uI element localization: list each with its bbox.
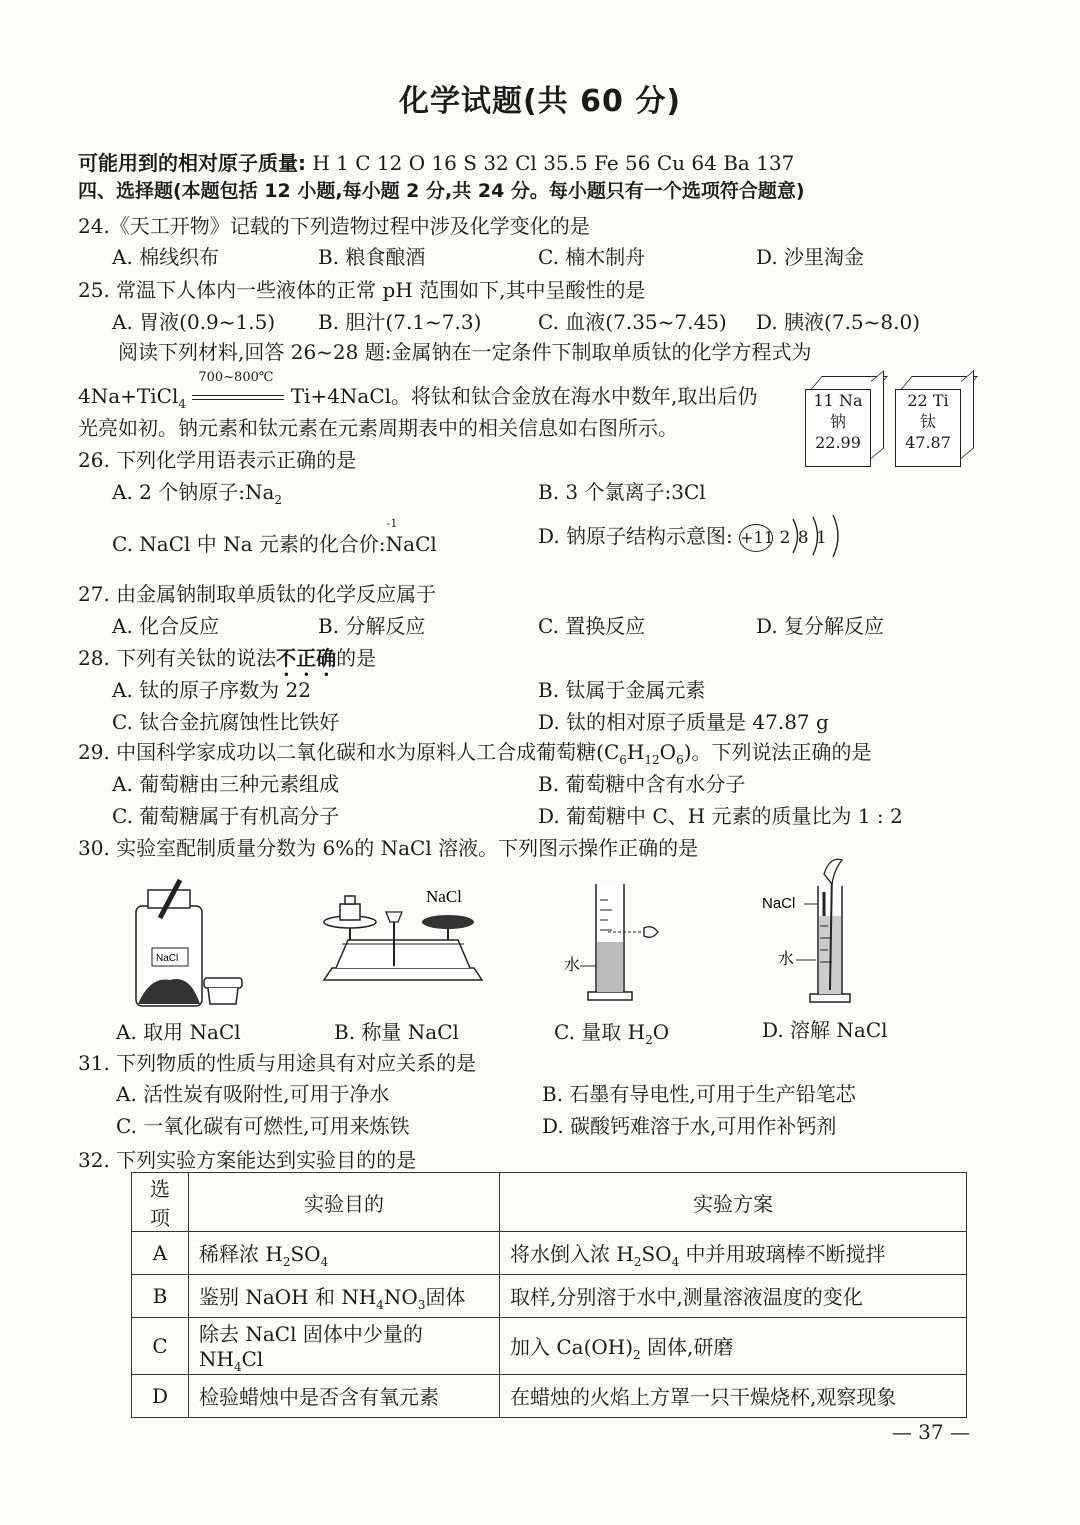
shell-arcs bbox=[780, 513, 860, 559]
q28-option-b: B. 钛属于金属元素 bbox=[538, 678, 706, 702]
q28-option-d: D. 钛的相对原子质量是 47.87 g bbox=[538, 710, 829, 734]
experiment-table bbox=[131, 1172, 967, 1418]
atomic-mass-line bbox=[78, 147, 794, 176]
figure-dissolve-nacl bbox=[762, 856, 872, 1006]
q26-option-c: C. NaCl 中 Na 元素的化合价: -1 NaCl bbox=[112, 517, 437, 556]
equation-right: Ti+4NaCl。将钛和钛合金放在海水中数年,取出后仍 bbox=[290, 384, 758, 408]
header-option: 选项 bbox=[132, 1173, 189, 1232]
atomic-mass-label: 可能用到的相对原子质量: bbox=[78, 151, 306, 175]
q31-option-b: B. 石墨有导电性,可用于生产铅笔芯 bbox=[542, 1082, 856, 1106]
equation-subscript: 4 bbox=[178, 397, 186, 411]
figure-measure-water bbox=[560, 880, 670, 1006]
q30-option-c: C. 量取 $H_2O$ bbox=[554, 1020, 670, 1047]
page-title: 化学试题(共 60 分) bbox=[398, 84, 682, 119]
nucleus-circle: +11 bbox=[739, 524, 773, 552]
section-heading: 四、选择题(本题包括 12 小题,每小题 2 分,共 24 分。每小题只有一个选项符合题意) bbox=[78, 180, 805, 202]
q24-stem: 24.《天工开物》记载的下列造物过程中涉及化学变化的是 bbox=[78, 214, 590, 238]
reading-line-1: 阅读下列材料,回答 26~28 题:金属钠在一定条件下制取单质钛的化学方程式为 bbox=[118, 340, 812, 364]
figure-weigh-nacl bbox=[318, 880, 488, 1000]
page-number: — 37 — bbox=[891, 1420, 970, 1444]
q27-option-a: A. 化合反应 bbox=[112, 614, 220, 638]
q30-option-a: A. 取用 NaCl bbox=[116, 1020, 241, 1044]
q27-option-c: C. 置换反应 bbox=[538, 614, 646, 638]
equation-arrow bbox=[192, 369, 284, 408]
q26-stem: 26. 下列化学用语表示正确的是 bbox=[78, 448, 357, 472]
reading-equation bbox=[78, 369, 758, 411]
figure-take-nacl bbox=[130, 878, 250, 1010]
q29-option-a: A. 葡萄糖由三种元素组成 bbox=[112, 772, 340, 796]
electron-shells: 2 8 1 bbox=[779, 528, 828, 548]
table-row: B 鉴别 NaOH 和 $NH_4NO_3$固体 取样,分别溶于水中,测量溶液温度的变化 bbox=[132, 1275, 967, 1318]
titanium-number-symbol: 22 Ti bbox=[907, 391, 949, 410]
reading-line-3: 光亮如初。钠元素和钛元素在元素周期表中的相关信息如右图所示。 bbox=[78, 416, 678, 440]
sodium-number-symbol: 11 Na bbox=[813, 391, 863, 410]
q32-stem: 32. 下列实验方案能达到实验目的的是 bbox=[78, 1148, 417, 1172]
balance-nacl-label: NaCl bbox=[426, 887, 462, 906]
q26-option-a: A. 2 个钠原子$:Na_2$ bbox=[112, 480, 283, 507]
table-header-row bbox=[132, 1173, 967, 1232]
q25-stem: 25. 常温下人体内一些液体的正常 pH 范围如下,其中呈酸性的是 bbox=[78, 278, 646, 302]
titanium-name: 钛 bbox=[919, 412, 936, 431]
q29-stem: 29. 中国科学家成功以二氧化碳和水为原料人工合成葡萄糖$(C_6H_{12}O_6)$。下列说法正确的是 bbox=[78, 740, 872, 767]
q24-option-a: A. 棉线织布 bbox=[112, 245, 220, 269]
q24-option-c: C. 楠木制舟 bbox=[538, 245, 646, 269]
q31-stem: 31. 下列物质的性质与用途具有对应关系的是 bbox=[78, 1051, 477, 1075]
equation-left: 4Na+TiCl bbox=[78, 384, 179, 408]
q28-stem: 28. 下列有关钛的说法不正确的是 bbox=[78, 646, 377, 670]
q27-stem: 27. 由金属钠制取单质钛的化学反应属于 bbox=[78, 582, 437, 606]
bottle-label: NaCl bbox=[156, 953, 179, 964]
q28-option-a: A. 钛的原子序数为 22 bbox=[112, 678, 311, 702]
q30-option-b: B. 称量 NaCl bbox=[334, 1020, 459, 1044]
valence-mark: -1 bbox=[386, 517, 398, 530]
q26-option-d: D. 钠原子结构示意图: +11 2 8 1 bbox=[538, 520, 828, 552]
q30-stem: 30. 实验室配制质量分数为 6%的 NaCl 溶液。下列图示操作正确的是 bbox=[78, 836, 699, 860]
q27-option-b: B. 分解反应 bbox=[318, 614, 426, 638]
table-row: C 除去 NaCl 固体中少量的 $NH_4Cl$ 加入 $Ca(OH)_2$ 固体,研磨 bbox=[132, 1318, 967, 1375]
sodium-mass: 22.99 bbox=[815, 433, 861, 452]
q28-option-c: C. 钛合金抗腐蚀性比铁好 bbox=[112, 710, 340, 734]
element-card-titanium bbox=[895, 389, 961, 467]
q25-option-a: A. 胃液(0.9~1.5) bbox=[112, 310, 276, 334]
nacl-label-d: NaCl bbox=[762, 895, 796, 912]
titanium-mass: 47.87 bbox=[905, 433, 951, 452]
table-row: D 检验蜡烛中是否含有氧元素 在蜡烛的火焰上方罩一只干燥烧杯,观察现象 bbox=[132, 1375, 967, 1418]
q31-option-a: A. 活性炭有吸附性,可用于净水 bbox=[116, 1082, 390, 1106]
q24-option-b: B. 粮食酿酒 bbox=[318, 245, 426, 269]
q26-option-b: B. 3 个氯离子:3Cl bbox=[538, 480, 706, 504]
equation-condition: 700~800℃ bbox=[198, 369, 274, 385]
header-plan: 实验方案 bbox=[500, 1173, 967, 1232]
q29-option-b: B. 葡萄糖中含有水分子 bbox=[538, 772, 746, 796]
q29-option-d: D. 葡萄糖中 C、H 元素的质量比为 1 : 2 bbox=[538, 804, 903, 828]
not-correct-emphasis: 不正确 bbox=[276, 646, 337, 670]
element-card-sodium bbox=[805, 389, 871, 467]
q25-option-c: C. 血液(7.35~7.45) bbox=[538, 310, 727, 334]
sodium-name: 钠 bbox=[829, 412, 846, 431]
q31-option-c: C. 一氧化碳有可燃性,可用来炼铁 bbox=[116, 1114, 410, 1138]
atomic-mass-values: H 1 C 12 O 16 S 32 Cl 35.5 Fe 56 Cu 64 Ba 137 bbox=[312, 151, 795, 175]
table-row: A 稀释浓 $H_2SO_4$ 将水倒入浓 $H_2SO_4$ 中并用玻璃棒不断搅拌 bbox=[132, 1232, 967, 1275]
q24-option-d: D. 沙里淘金 bbox=[756, 245, 865, 269]
q30-option-d: D. 溶解 NaCl bbox=[762, 1018, 888, 1042]
q25-option-b: B. 胆汁(7.1~7.3) bbox=[318, 310, 482, 334]
q25-option-d: D. 胰液(7.5~8.0) bbox=[756, 310, 921, 334]
q29-option-c: C. 葡萄糖属于有机高分子 bbox=[112, 804, 340, 828]
water-label-c: 水 bbox=[564, 955, 581, 974]
header-goal: 实验目的 bbox=[189, 1173, 500, 1232]
q27-option-d: D. 复分解反应 bbox=[756, 614, 885, 638]
water-label-d: 水 bbox=[778, 949, 795, 968]
q31-option-d: D. 碳酸钙难溶于水,可用作补钙剂 bbox=[542, 1114, 837, 1138]
